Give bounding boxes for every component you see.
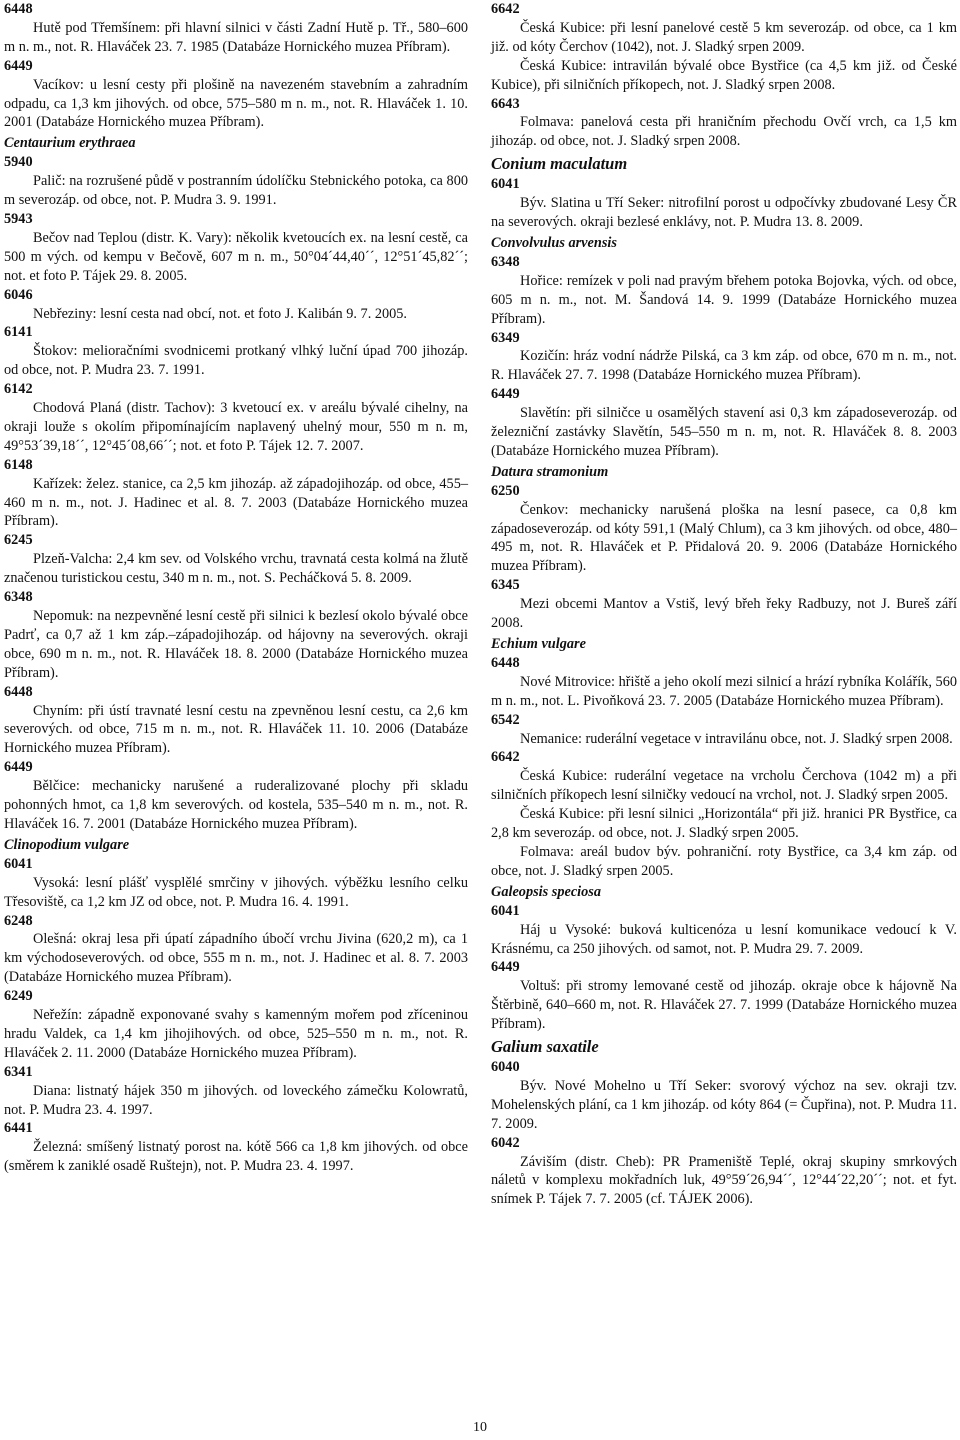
grid-code: 6448: [4, 683, 33, 700]
grid-code: 6142: [4, 381, 33, 398]
locality-record: [4, 456, 468, 532]
grid-code: 6449: [491, 386, 520, 403]
record-text: Voltuš: při stromy lemované cestě od jihozáp. okraje obce k hájovně Na Štěrbině, 640–660 m, not. R. Hlaváček 27. 7. 1999 (Databáze Hornického muzea Příbram).: [491, 978, 957, 1033]
record-text: Diana: listnatý hájek 350 m jihových. od loveckého zámečku Kolowratů, not. P. Mudra 23. 4. 1997.: [4, 1082, 468, 1118]
locality-record: [4, 1119, 468, 1176]
species-heading: Galium saxatile: [491, 1037, 599, 1057]
record-text: Nemanice: ruderální vegetace v intravilánu obce, not. J. Sladký srpen 2008.: [520, 730, 953, 747]
record-text: Vacíkov: u lesní cesty při plošině na navezeném stavebním a zahradním odpadu, ca 1,3 km jihových. od obce, 575–580 m n. m., not. R. Hlaváček 1. 10. 2001 (Databáze Hornického muzea Příbram).: [4, 76, 468, 131]
grid-code: 6542: [491, 711, 520, 728]
locality-record: [491, 748, 957, 805]
grid-code: 6642: [491, 1, 520, 17]
locality-record: [491, 654, 957, 711]
record-text: Vysoká: lesní plášť vysplělé smrčiny v jihových. výběžku lesního celku Třesoviště, ca 1,2 km JZ od obce, not. P. Mudra 16. 4. 1991.: [4, 874, 468, 910]
grid-code: 6041: [491, 902, 520, 919]
record-text: Mezi obcemi Mantov a Vstiš, levý břeh řeky Radbuzy, not J. Bureš září 2008.: [491, 596, 957, 632]
record-text: Čenkov: mechanicky narušená ploška na lesní pasece, ca 0,8 km západoseverozáp. od kóty 591,1 (Malý Chlum), ca 3 km jihových. od obce, 480–495 m, not. R. Hlaváček et P. Přidalová 20. 9. 2006 (Databáze Hornického muzea Příbram).: [491, 501, 957, 575]
locality-record: [4, 912, 468, 988]
locality-record: [491, 711, 957, 749]
locality-record: [491, 175, 957, 232]
locality-record: [491, 958, 957, 1034]
locality-record: [4, 380, 468, 456]
grid-code: 6041: [4, 855, 33, 872]
record-text: Štokov: melioračními svodnicemi protkaný vlhký luční úpad 700 jihozáp. od obce, not. P. Mudra 23. 7. 1991.: [4, 343, 468, 379]
record-text: Folmava: panelová cesta při hraničním přechodu Ovčí vrch, ca 1,5 km jihozáp. od obce, not. J. Sladký srpen 2008.: [491, 114, 957, 150]
grid-code: 6449: [4, 57, 33, 74]
species-heading: Conium maculatum: [491, 154, 628, 174]
grid-code: 6448: [491, 654, 520, 671]
record-text: Česká Kubice: ruderální vegetace na vrcholu Čerchova (1042 m) a při silničních příkopech lesní silničky vedoucí na vrchol, not. J. Sladký srpen 2005.: [491, 768, 957, 804]
record-text: Býv. Nové Mohelno u Tří Seker: svorový výchoz na sev. okraji tzv. Mohelenských plání, ca 1 km jihozáp. od kóty 864 (= Čupřina), not. P. Mudra 11. 7. 2009.: [491, 1077, 957, 1132]
locality-record: [491, 843, 957, 881]
locality-record: [491, 329, 957, 386]
grid-code: 6041: [491, 176, 520, 193]
record-text: Hořice: remízek v poli nad pravým břehem potoka Bojovka, vých. od obce, 605 m n. m., not. M. Šandová 14. 9. 1999 (Databáze Hornického muzea Příbram).: [491, 272, 957, 327]
grid-code: 6250: [491, 482, 520, 499]
grid-code: 6643: [491, 95, 520, 112]
locality-record: [491, 95, 957, 152]
record-text: Neřežín: západně exponované svahy s kamenným mořem pod zříceninou hradu Valdek, ca 1,4 km jihojihových. od obce, 525–550 m n. m., not. R. Hlaváček 2. 11. 2000 (Databáze Hornického muzea Příbram).: [4, 1007, 468, 1061]
right-column: [491, 0, 957, 1209]
grid-code: 5940: [4, 154, 33, 171]
record-text: Folmava: areál budov býv. pohraniční. roty Bystřice, ca 3,4 km záp. od obce, not. J. Sladký srpen 2005.: [491, 843, 957, 879]
species-heading: Clinopodium vulgare: [4, 836, 130, 853]
locality-record: [4, 323, 468, 380]
grid-code: 6042: [491, 1134, 520, 1151]
grid-code: 6642: [491, 749, 520, 766]
locality-record: [4, 153, 468, 210]
locality-record: [4, 758, 468, 834]
locality-record: [491, 482, 957, 577]
grid-code: 6248: [4, 912, 33, 929]
locality-record: [491, 1134, 957, 1210]
locality-record: [491, 253, 957, 329]
grid-code: 6449: [491, 959, 520, 976]
species-heading: Datura stramonium: [491, 463, 609, 480]
record-text: Nepomuk: na nezpevněné lesní cestě při silnici k bezlesí okolo bývalé obce Padrť, ca 0,7 až 1 km záp.–západojihozáp. od hájovny na severových. okraji obce, 690 m n. m., not. R. Hlaváček 18. 8. 2000 (Databáze Hornického muzea Příbram).: [4, 608, 468, 681]
locality-record: [4, 683, 468, 759]
grid-code: 6349: [491, 329, 520, 346]
record-text: Česká Kubice: při lesní panelové cestě 5 km severozáp. od obce, ca 1 km již. od kóty Čerchov (1042), not. J. Sladký srpen 2009.: [491, 19, 957, 55]
species-heading: Convolvulus arvensis: [491, 234, 617, 251]
locality-record: [4, 210, 468, 286]
record-text: Nové Mitrovice: hřiště a jeho okolí mezi silnicí a hrází rybníka Kolářík, 560 m n. m., not. L. Pivoňková 23. 7. 2005 (Databáze Hornického muzea Příbram).: [491, 673, 957, 709]
grid-code: 6348: [4, 589, 33, 606]
record-text: Kozičín: hráz vodní nádrže Pilská, ca 3 km záp. od obce, 670 m n. m., not. R. Hlaváček 27. 7. 1998 (Databáze Hornického muzea Příbram).: [491, 348, 957, 384]
record-text: Býv. Slatina u Tří Seker: nitrofilní porost u odpočívky zbudované Lesy ČR na severových. okraji bezlesé enklávy, not. P. Mudra 13. 8. 2009.: [491, 195, 957, 231]
record-text: Háj u Vysoké: buková kulticenóza u lesní komunikace vedoucí k V. Krásnému, ca 250 jihových. od samot, not. P. Mudra 29. 7. 2009.: [491, 921, 957, 957]
record-text: Bečov nad Teplou (distr. K. Vary): několik kvetoucích ex. na lesní cestě, ca 500 m vých. od kempu v Bečově, 607 m n. m., 50°04´44,40´´, 12°51´45,82´´; not. et foto P. Tájek 29. 8. 2005.: [4, 229, 468, 284]
species-heading: Centaurium erythraea: [4, 135, 136, 152]
locality-record: [491, 1058, 957, 1134]
record-text: Chodová Planá (distr. Tachov): 3 kvetoucí ex. v areálu bývalé cihelny, na okraji louže s okolím připomínajícím naplavený uhelný mour, 550 m n. m, 49°53´39,18´´, 12°45´08,66´´; not. et foto P. Tájek 12. 7. 2007.: [4, 400, 468, 454]
species-heading: Echium vulgare: [491, 636, 586, 652]
grid-code: 6040: [491, 1059, 520, 1076]
record-text: Chyním: při ústí travnaté lesní cestu na zpevněnou lesní cestu, ca 2,6 km severových. od obce, 715 m n. m., not. R. Hlaváček 11. 10. 2006 (Databáze Hornického muzea Příbram).: [4, 702, 468, 757]
grid-code: 6141: [4, 324, 33, 341]
left-column: [4, 0, 468, 1176]
record-text: Bělčice: mechanicky narušené a ruderalizované plochy při skladu pohonných hmot, ca 1,8 km severových. od kostela, 535–540 m n. m., not. R. Hlaváček 16. 7. 2001 (Databáze Hornického muzea Příbram).: [4, 778, 468, 832]
record-text: Palič: na rozrušené půdě v postranním údolíčku Stebnického potoka, ca 800 m severozáp. od obce, not. P. Mudra 3. 9. 1991.: [4, 173, 468, 209]
grid-code: 6449: [4, 759, 33, 776]
grid-code: 5943: [4, 210, 33, 227]
locality-record: [491, 805, 957, 843]
record-text: Česká Kubice: při lesní silnici „Horizontála“ při již. hranici PR Bystřice, ca 2,8 km severozáp. od obce, not. J. Sladký srpen 2005.: [491, 806, 957, 842]
locality-record: [491, 0, 957, 57]
grid-code: 6148: [4, 456, 33, 473]
grid-code: 6348: [491, 253, 520, 270]
grid-code: 6245: [4, 532, 33, 549]
locality-record: [4, 0, 468, 57]
record-text: Hutě pod Třemšínem: při hlavní silnici v části Zadní Hutě p. Tř., 580–600 m n. m., not. R. Hlaváček 23. 7. 1985 (Databáze Hornického muzea Příbram).: [4, 19, 468, 55]
record-text: Železná: smíšený listnatý porost na. kótě 566 ca 1,8 km jihových. od obce (směrem k zaniklé osadě Ruštejn), not. P. Mudra 23. 4. 1997.: [4, 1139, 468, 1175]
locality-record: [4, 57, 468, 133]
grid-code: 6441: [4, 1120, 33, 1137]
record-text: Olešná: okraj lesa při úpatí západního úbočí vrchu Jivina (620,2 m), ca 1 km východoseverových. od obce, 555 m n. m., not. J. Hadinec et al. 8. 7. 2003 (Databáze Hornického muzea Příbram).: [4, 931, 468, 986]
grid-code: 6249: [4, 988, 33, 1005]
locality-record: [491, 385, 957, 461]
species-heading: Galeopsis speciosa: [491, 883, 601, 900]
locality-record: [4, 286, 468, 324]
locality-record: [491, 576, 957, 633]
locality-record: [4, 855, 468, 912]
record-text: Kařízek: želez. stanice, ca 2,5 km jihozáp. až západojihozáp. od obce, 455–460 m n. m., not. J. Hadinec et al. 8. 7. 2003 (Databáze Hornického muzea Příbram).: [4, 475, 468, 530]
locality-record: [4, 1063, 468, 1120]
record-text: Záviším (distr. Cheb): PR Prameniště Teplé, okraj skupiny smrkových náletů v komplexu mokřadních luk, 49°59´26,94´´, 12°44´22,20´´; not. et fyt. snímek P. Tájek 7. 7. 2005 (cf. TÁJEK 2006).: [491, 1153, 957, 1208]
locality-record: [4, 588, 468, 683]
record-text: Nebřeziny: lesní cesta nad obcí, not. et foto J. Kalibán 9. 7. 2005.: [33, 305, 408, 322]
grid-code: 6046: [4, 286, 33, 303]
grid-code: 6448: [4, 1, 33, 17]
record-text: Plzeň-Valcha: 2,4 km sev. od Volského vrchu, travnatá cesta kolmá na žlutě značenou turistickou cestu, 340 m n. m., not. S. Pecháčková 5. 8. 2009.: [4, 551, 468, 587]
page-number: 10: [473, 1420, 487, 1435]
record-text: Slavětín: při silničce u osamělých stavení asi 0,3 km západoseverozáp. od železniční zastávky Slavětín, 545–550 m n. m, not. R. Hlaváček 8. 8. 2003 (Databáze Hornického muzea Příbram).: [491, 405, 957, 459]
locality-record: [491, 902, 957, 959]
locality-record: [491, 57, 957, 95]
record-text: Česká Kubice: intravilán bývalé obce Bystřice (ca 4,5 km již. od České Kubice), při silničních příkopech, not. J. Sladký srpen 2008.: [491, 57, 957, 93]
grid-code: 6345: [491, 577, 520, 594]
locality-record: [4, 531, 468, 588]
locality-record: [4, 987, 468, 1063]
grid-code: 6341: [4, 1063, 33, 1080]
